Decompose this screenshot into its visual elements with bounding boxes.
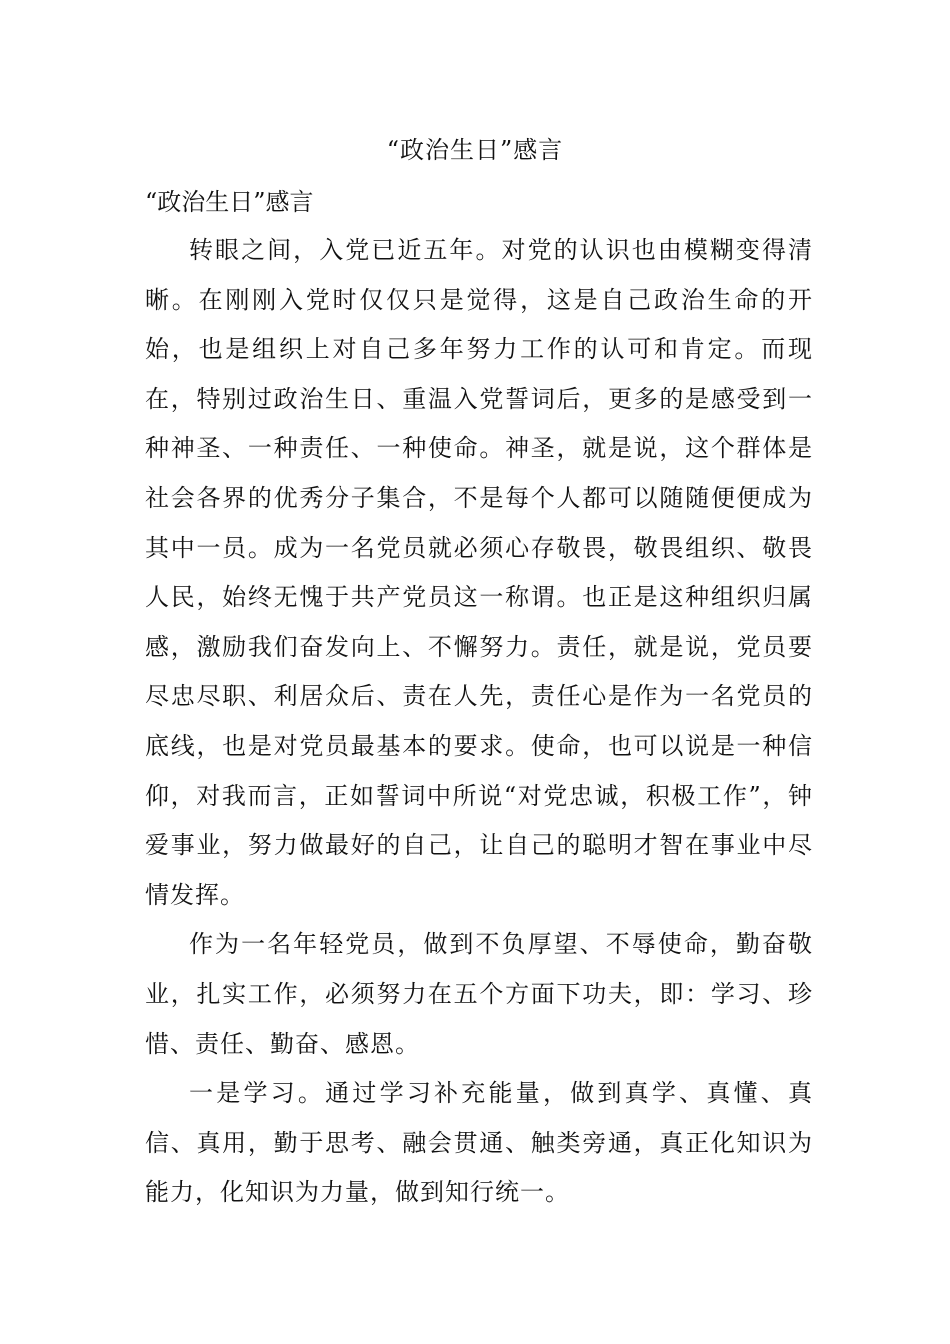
page-title: “政治生日”感言 (386, 136, 564, 164)
paragraph-1: 转眼之间，入党已近五年。对党的认识也由模糊变得清晰。在刚刚入党时仅仅只是觉得，这是自己政治生命的开始，也是组织上对自己多年努力工作的认可和肯定。而现在，特别过政治生日、重温入党誓词后，更多的是感受到一种神圣、一种责任、一种使命。神圣，就是说，这个群体是社会各界的优秀分子集合，不是每个人都可以随随便便成为其中一员。成为一名党员就必须心存敬畏，敬畏组织、敬畏人民，始终无愧于共产党员这一称谓。也正是这种组织归属感，激励我们奋发向上、不懈努力。责任，就是说，党员要尽忠尽职、利居众后、责在人先，责任心是作为一名党员的底线，也是对党员最基本的要求。使命，也可以说是一种信仰，对我而言，正如誓词中所说“对党忠诚，积极工作”，钟爱事业，努力做最好的自己，让自己的聪明才智在事业中尽情发挥。 (145, 236, 813, 909)
paragraph-3: 一是学习。通过学习补充能量，做到真学、真懂、真信、真用，勤于思考、融会贯通、触类旁通，真正化知识为能力，化知识为力量，做到知行统一。 (145, 1079, 813, 1207)
document-subtitle: “政治生日”感言 (145, 188, 314, 216)
paragraph-2: 作为一名年轻党员，做到不负厚望、不辱使命，勤奋敬业，扎实工作，必须努力在五个方面下功夫，即：学习、珍惜、责任、勤奋、感恩。 (145, 930, 813, 1058)
document-body (145, 178, 813, 1218)
